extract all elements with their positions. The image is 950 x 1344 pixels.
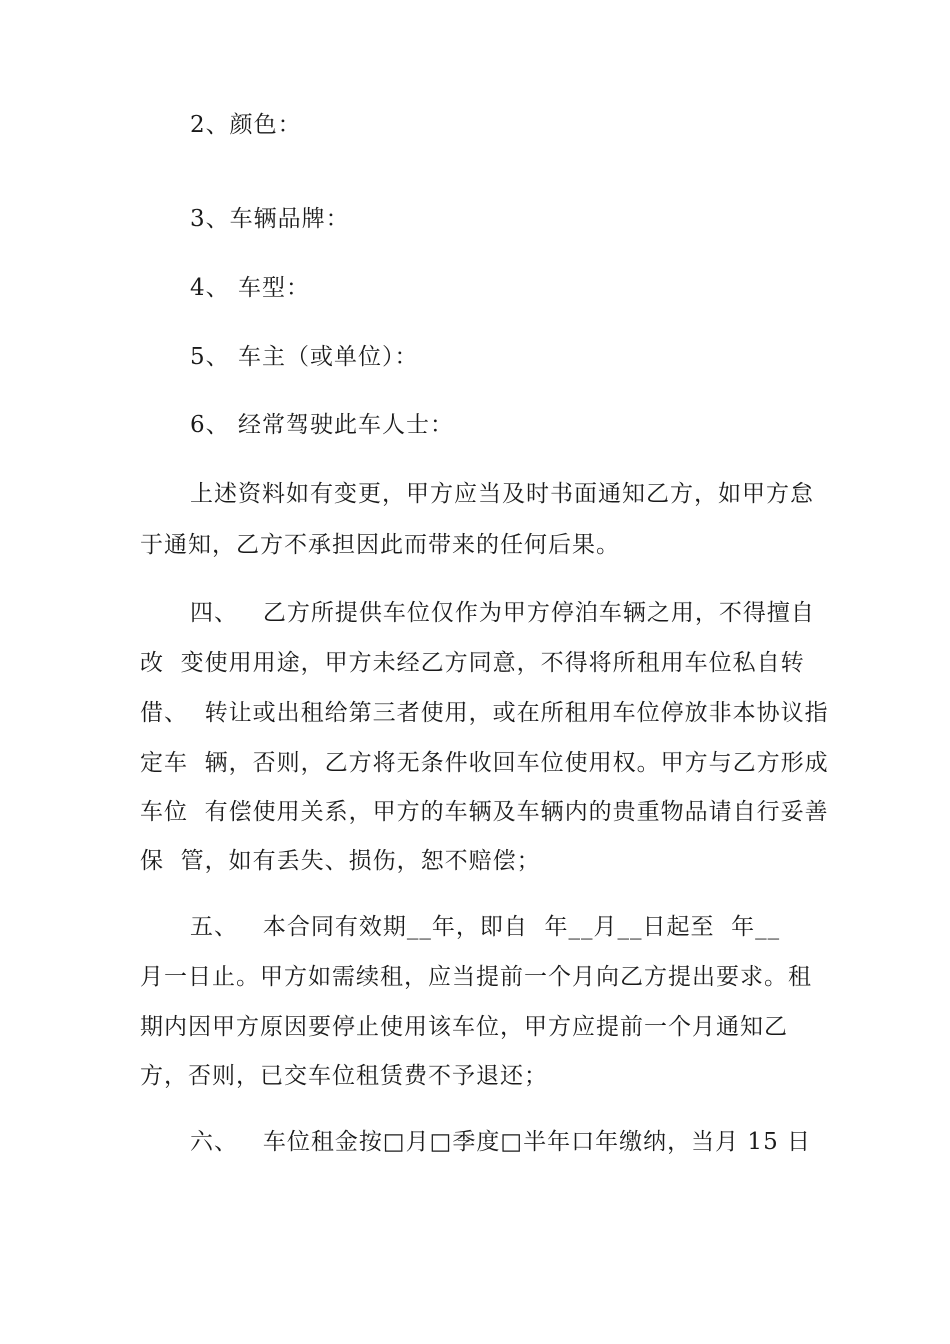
item-vehicle-brand: 3、车辆品牌：	[190, 206, 350, 232]
paragraph-change-notice-line-2: 于通知，乙方不承担因此而带来的任何后果。	[140, 532, 620, 558]
clause-4-line-3: 借、 转让或出租给第三者使用，或在所租用车位停放非本协议指	[140, 700, 829, 726]
clause-5-line-1: 五、 本合同有效期__年，即自 年__月__日起至 年__	[190, 914, 781, 940]
clause-4-line-5: 车位 有偿使用关系，甲方的车辆及车辆内的贵重物品请自行妥善	[140, 799, 829, 825]
item-vehicle-model: 4、 车型：	[190, 275, 310, 301]
clause-4-line-1: 四、 乙方所提供车位仅作为甲方停泊车辆之用，不得擅自	[190, 600, 815, 626]
item-regular-drivers: 6、 经常驾驶此车人士：	[190, 412, 454, 438]
clause-5-line-2: 月一日止。甲方如需续租，应当提前一个月向乙方提出要求。租	[140, 964, 812, 990]
item-vehicle-owner: 5、 车主（或单位）：	[190, 344, 419, 370]
clause-5-line-4: 方，否则，已交车位租赁费不予退还；	[140, 1063, 548, 1089]
clause-4-line-2: 改 变使用用途，甲方未经乙方同意，不得将所租用车位私自转	[140, 650, 805, 676]
clause-4-line-6: 保 管，如有丢失、损伤，恕不赔偿；	[140, 848, 541, 874]
clause-4-line-4: 定车 辆，否则，乙方将无条件收回车位使用权。甲方与乙方形成	[140, 750, 829, 776]
clause-6-line-1: 六、 车位租金按□月□季度□半年口年缴纳，当月 15 日	[190, 1129, 812, 1155]
clause-5-line-3: 期内因甲方原因要停止使用该车位，甲方应提前一个月通知乙	[140, 1014, 788, 1040]
item-color: 2、颜色：	[190, 112, 302, 138]
paragraph-change-notice-line-1: 上述资料如有变更，甲方应当及时书面通知乙方，如甲方怠	[190, 481, 814, 507]
